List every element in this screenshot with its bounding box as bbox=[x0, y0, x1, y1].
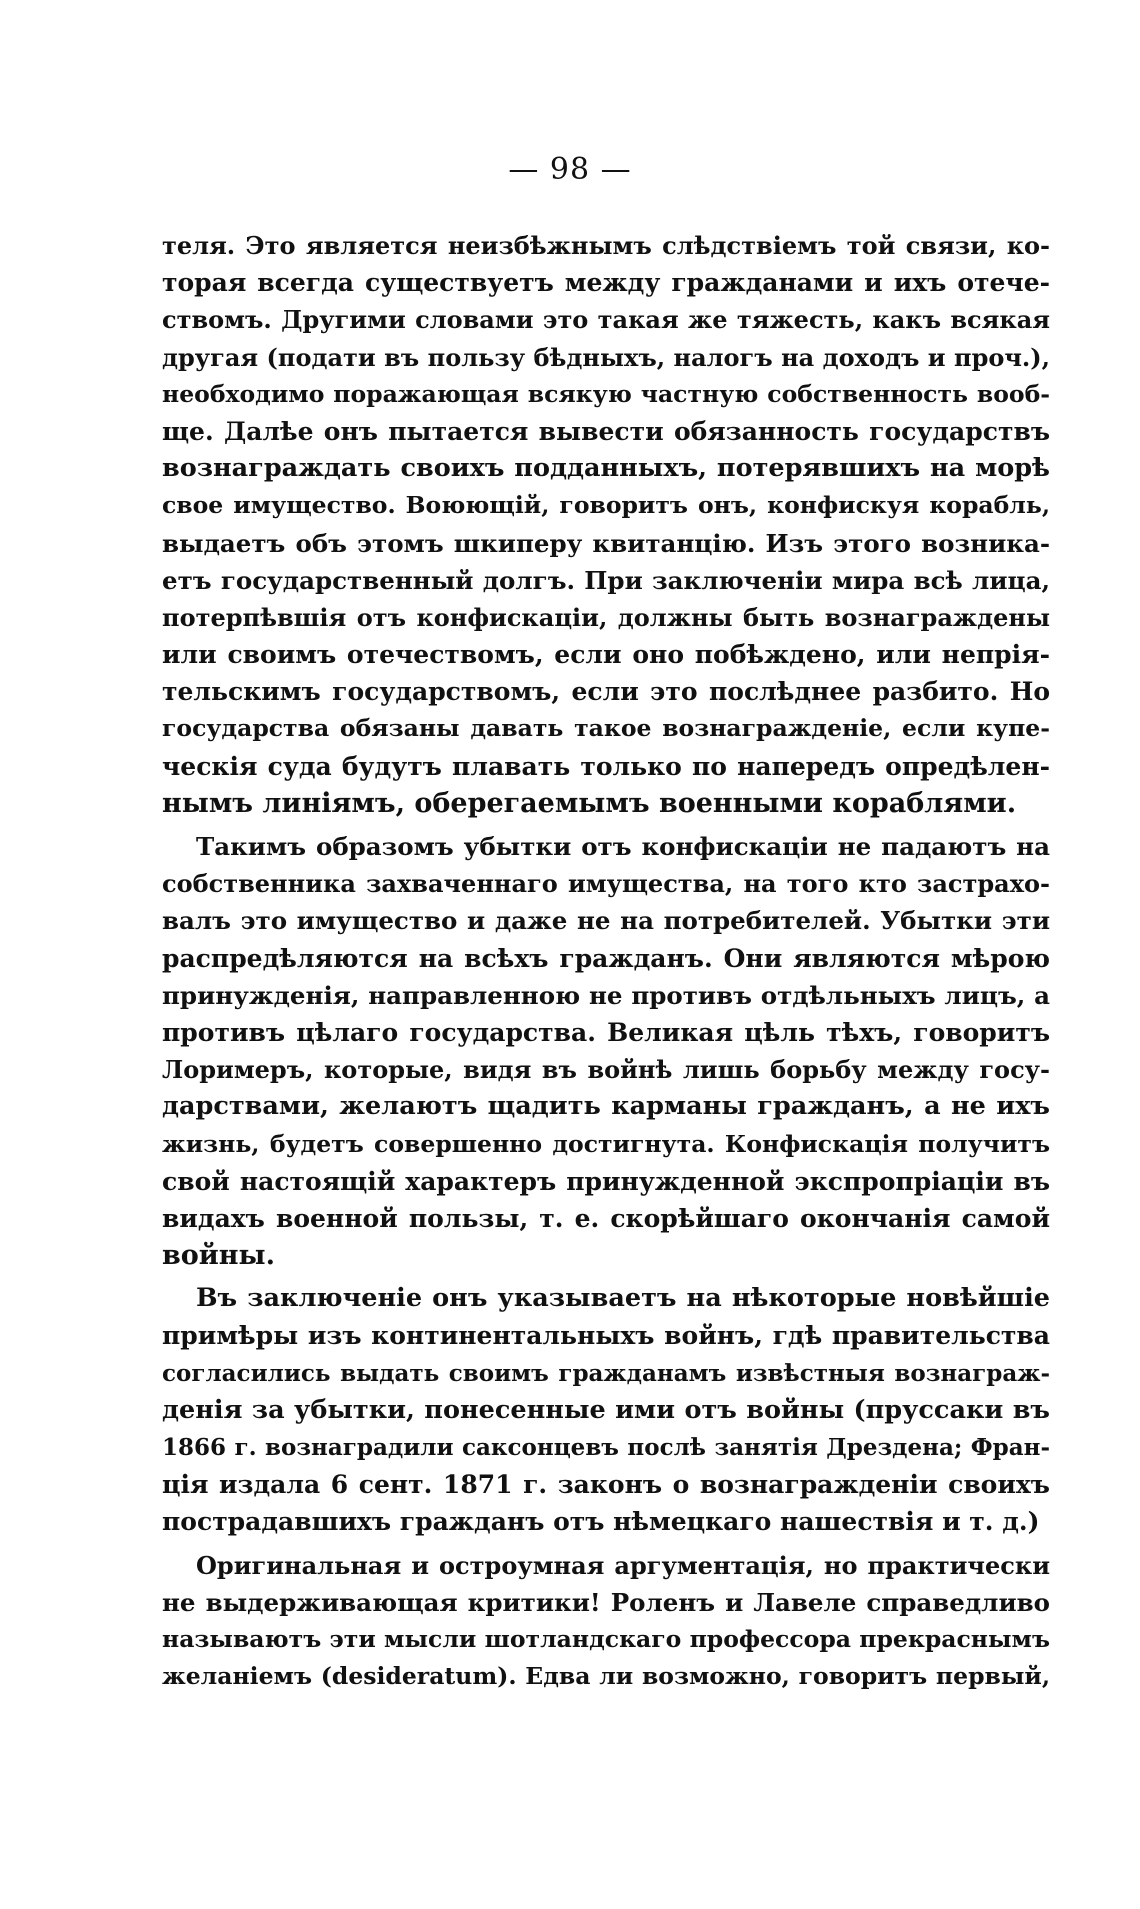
text-line: ція издала 6 сент. 1871 г. законъ о вознагражденіи своихъ bbox=[162, 1470, 1050, 1500]
text-line: не выдерживающая критики! Роленъ и Лавеле справедливо bbox=[162, 1587, 1050, 1617]
text-line: желаніемъ (desideratum). Едва ли возможно, говоритъ первый, bbox=[162, 1662, 1050, 1691]
paragraph-4 bbox=[162, 1547, 1050, 1696]
text-line: Оригинальная и остроумная аргументація, но практически bbox=[196, 1550, 1050, 1580]
text-line: согласились выдать своимъ гражданамъ извѣстныя вознаграж- bbox=[162, 1359, 1050, 1387]
text-line: принужденія, направленною не противъ отдѣльныхъ лицъ, а bbox=[162, 980, 1050, 1010]
paragraph-2 bbox=[162, 828, 1050, 1274]
text-line: Такимъ образомъ убытки отъ конфискаціи не падаютъ на bbox=[196, 832, 1050, 861]
text-line: потерпѣвшія отъ конфискаціи, должны быть вознаграждены bbox=[162, 602, 1050, 632]
text-line: Въ заключеніе онъ указываетъ на нѣкоторые новѣйшіе bbox=[196, 1283, 1050, 1314]
paragraph-1 bbox=[162, 227, 1050, 822]
text-line: дарствами, желаютъ щадить карманы гражданъ, а не ихъ bbox=[162, 1091, 1050, 1122]
text-line: собственника захваченнаго имущества, на того кто застрахо- bbox=[162, 869, 1050, 899]
text-line: другая (подати въ пользу бѣдныхъ, налогъ на доходъ и проч.), bbox=[162, 342, 1050, 372]
text-line: етъ государственный долгъ. При заключеніи мира всѣ лица, bbox=[162, 565, 1050, 595]
text-line: вознаграждать своихъ подданныхъ, потерявшихъ на морѣ bbox=[162, 453, 1050, 484]
text-line: ствомъ. Другими словами это такая же тяжесть, какъ всякая bbox=[162, 305, 1050, 335]
text-line: денія за убытки, понесенные ими отъ войны (пруссаки въ bbox=[162, 1394, 1050, 1425]
text-line: нымъ линіямъ, оберегаемымъ военными кораблями. bbox=[162, 787, 1017, 819]
text-line: необходимо поражающая всякую частную собственность вооб- bbox=[162, 379, 1050, 408]
paragraph-3 bbox=[162, 1280, 1050, 1540]
text-line: видахъ военной пользы, т. е. скорѣйшаго окончанія самой bbox=[162, 1203, 1050, 1233]
text-line: валъ это имущество и даже не на потребителей. Убытки эти bbox=[162, 906, 1050, 936]
text-line: теля. Это является неизбѣжнымъ слѣдствіемъ той связи, ко- bbox=[162, 231, 1050, 260]
text-line: противъ цѣлаго государства. Великая цѣль тѣхъ, говоритъ bbox=[162, 1017, 1050, 1047]
text-line: называютъ эти мысли шотландскаго профессора прекраснымъ bbox=[162, 1624, 1050, 1653]
text-line: пострадавшихъ гражданъ отъ нѣмецкаго нашествія и т. д.) bbox=[162, 1507, 1040, 1537]
page-number: — 98 — bbox=[508, 152, 632, 187]
text-line: Лоримеръ, которые, видя въ войнѣ лишь борьбу между госу- bbox=[162, 1055, 1050, 1085]
text-line: свой настоящій характеръ принужденной экспропріаціи въ bbox=[162, 1166, 1050, 1196]
text-line: ческія суда будутъ плавать только по напередъ опредѣлен- bbox=[162, 751, 1050, 781]
text-line: примѣры изъ континентальныхъ войнъ, гдѣ правительства bbox=[162, 1321, 1050, 1351]
text-line: тельскимъ государствомъ, если это послѣднее разбито. Но bbox=[162, 677, 1050, 707]
text-line: ще. Далѣе онъ пытается вывести обязанность государствъ bbox=[162, 416, 1050, 446]
text-line: торая всегда существуетъ между гражданами и ихъ отече- bbox=[162, 268, 1050, 298]
text-line: выдаетъ объ этомъ шкиперу квитанцію. Изъ этого возника- bbox=[162, 528, 1050, 558]
text-line: свое имущество. Воюющій, говоритъ онъ, конфискуя корабль, bbox=[162, 491, 1050, 520]
body-text bbox=[162, 227, 1050, 1695]
text-line: государства обязаны давать такое вознагражденіе, если купе- bbox=[162, 714, 1050, 743]
text-line: распредѣляются на всѣхъ гражданъ. Они являются мѣрою bbox=[162, 943, 1050, 973]
text-line: или своимъ отечествомъ, если оно побѣждено, или непрія- bbox=[162, 640, 1050, 670]
text-line: 1866 г. вознаградили саксонцевъ послѣ занятія Дрездена; Фран- bbox=[162, 1434, 1050, 1461]
text-line: жизнь, будетъ совершенно достигнута. Конфискація получитъ bbox=[162, 1129, 1050, 1158]
text-line: войны. bbox=[162, 1240, 276, 1272]
